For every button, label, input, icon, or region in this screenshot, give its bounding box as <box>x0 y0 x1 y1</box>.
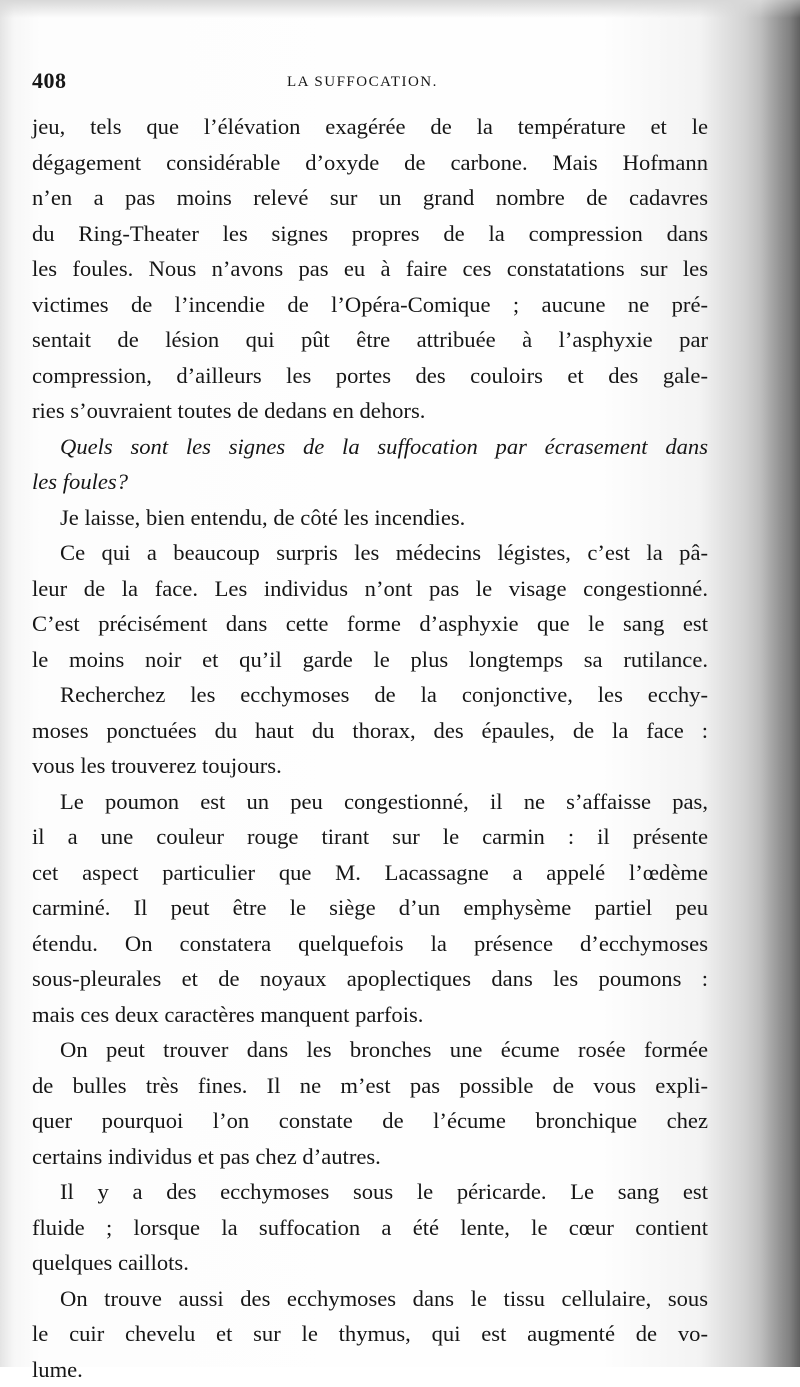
text-line: Je laisse, bien entendu, de côté les incendies. <box>32 500 708 536</box>
page-header <box>32 68 692 98</box>
text-line: dégagement considérable d’oxyde de carbone. Mais Hofmann <box>32 145 708 181</box>
text-line: ries s’ouvraient toutes de dedans en dehors. <box>32 393 708 429</box>
text-line: On peut trouver dans les bronches une écume rosée formée <box>32 1032 708 1068</box>
text-line: mais ces deux caractères manquent parfois. <box>32 997 708 1033</box>
text-line: les foules. Nous n’avons pas eu à faire ces constatations sur les <box>32 251 708 287</box>
text-line: moses ponctuées du haut du thorax, des épaules, de la face : <box>32 713 708 749</box>
question-line: les foules? <box>32 464 708 500</box>
text-line: On trouve aussi des ecchymoses dans le tissu cellulaire, sous <box>32 1281 708 1317</box>
text-line: de bulles très fines. Il ne m’est pas possible de vous expli- <box>32 1068 708 1104</box>
text-line: Il y a des ecchymoses sous le péricarde. Le sang est <box>32 1174 708 1210</box>
text-line: le moins noir et qu’il garde le plus longtemps sa rutilance. <box>32 642 708 678</box>
text-line: compression, d’ailleurs les portes des couloirs et des gale- <box>32 358 708 394</box>
text-line: étendu. On constatera quelquefois la présence d’ecchymoses <box>32 926 708 962</box>
text-line: quelques caillots. <box>32 1245 708 1281</box>
text-line: sous-pleurales et de noyaux apoplectiques dans les poumons : <box>32 961 708 997</box>
text-line: jeu, tels que l’élévation exagérée de la température et le <box>32 109 708 145</box>
text-line: il a une couleur rouge tirant sur le carmin : il présente <box>32 819 708 855</box>
text-line: n’en a pas moins relevé sur un grand nombre de cadavres <box>32 180 708 216</box>
text-line: Recherchez les ecchymoses de la conjonctive, les ecchy- <box>32 677 708 713</box>
text-line: C’est précisément dans cette forme d’asphyxie que le sang est <box>32 606 708 642</box>
text-line: victimes de l’incendie de l’Opéra-Comique ; aucune ne pré- <box>32 287 708 323</box>
text-line: le cuir chevelu et sur le thymus, qui est augmenté de vo- <box>32 1316 708 1352</box>
text-line: lume. <box>32 1352 708 1387</box>
text-line: fluide ; lorsque la suffocation a été lente, le cœur contient <box>32 1210 708 1246</box>
text-line: certains individus et pas chez d’autres. <box>32 1139 708 1175</box>
binding-shadow <box>760 0 800 1367</box>
text-line: vous les trouverez toujours. <box>32 748 708 784</box>
text-line: carminé. Il peut être le siège d’un emphysème partiel peu <box>32 890 708 926</box>
text-line: sentait de lésion qui pût être attribuée à l’asphyxie par <box>32 322 708 358</box>
text-line: du Ring-Theater les signes propres de la compression dans <box>32 216 708 252</box>
page-number: 408 <box>32 68 67 94</box>
question-line: Quels sont les signes de la suffocation par écrasement dans <box>32 429 708 465</box>
text-line: Le poumon est un peu congestionné, il ne s’affaisse pas, <box>32 784 708 820</box>
text-line: Ce qui a beaucoup surpris les médecins légistes, c’est la pâ- <box>32 535 708 571</box>
running-title: LA SUFFOCATION. <box>287 74 438 91</box>
body-text <box>32 109 708 1387</box>
text-line: leur de la face. Les individus n’ont pas le visage congestionné. <box>32 571 708 607</box>
page-top-shading <box>0 0 800 18</box>
text-line: quer pourquoi l’on constate de l’écume bronchique chez <box>32 1103 708 1139</box>
text-line: cet aspect particulier que M. Lacassagne a appelé l’œdème <box>32 855 708 891</box>
